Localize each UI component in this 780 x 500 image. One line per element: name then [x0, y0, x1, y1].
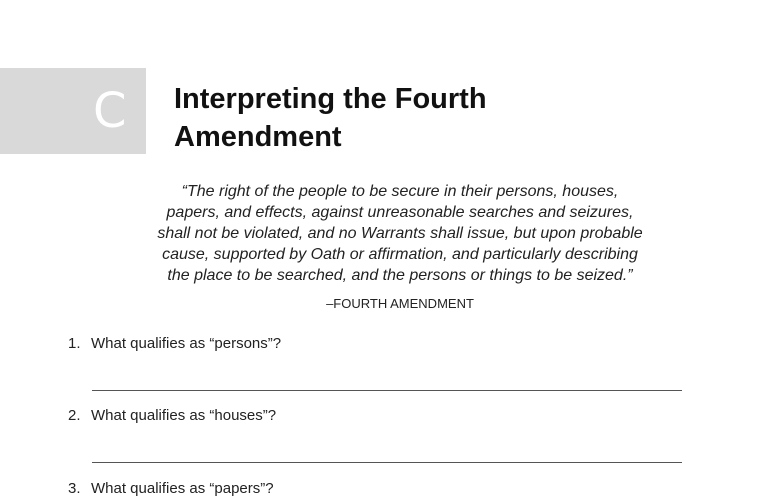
title-line-2: Amendment — [174, 121, 342, 153]
question-text: What qualifies as “persons”? — [91, 335, 282, 352]
question-number: 1. — [68, 335, 81, 352]
quote-line: shall not be violated, and no Warrants shall issue, but upon probable — [157, 225, 643, 242]
quote-line: papers, and effects, against unreasonable searches and seizures, — [166, 204, 634, 221]
question-number: 3. — [68, 480, 81, 497]
quote-attribution: –FOURTH AMENDMENT — [326, 296, 474, 311]
question-text: What qualifies as “papers”? — [91, 480, 274, 497]
page-title — [174, 80, 487, 156]
answer-line-2[interactable] — [92, 462, 682, 463]
amendment-quote — [90, 181, 710, 286]
quote-line: “The right of the people to be secure in their persons, houses, — [181, 183, 619, 200]
answer-line-1[interactable] — [92, 390, 682, 391]
question-number: 2. — [68, 407, 81, 424]
question-1 — [68, 334, 281, 354]
quote-line: the place to be searched, and the persons or things to be seized.” — [167, 267, 633, 284]
question-text: What qualifies as “houses”? — [91, 407, 277, 424]
section-letter: C — [93, 83, 127, 139]
question-3 — [68, 479, 274, 499]
title-line-1: Interpreting the Fourth — [174, 83, 487, 115]
question-2 — [68, 406, 276, 426]
quote-line: cause, supported by Oath or affirmation, and particularly describing — [162, 246, 638, 263]
